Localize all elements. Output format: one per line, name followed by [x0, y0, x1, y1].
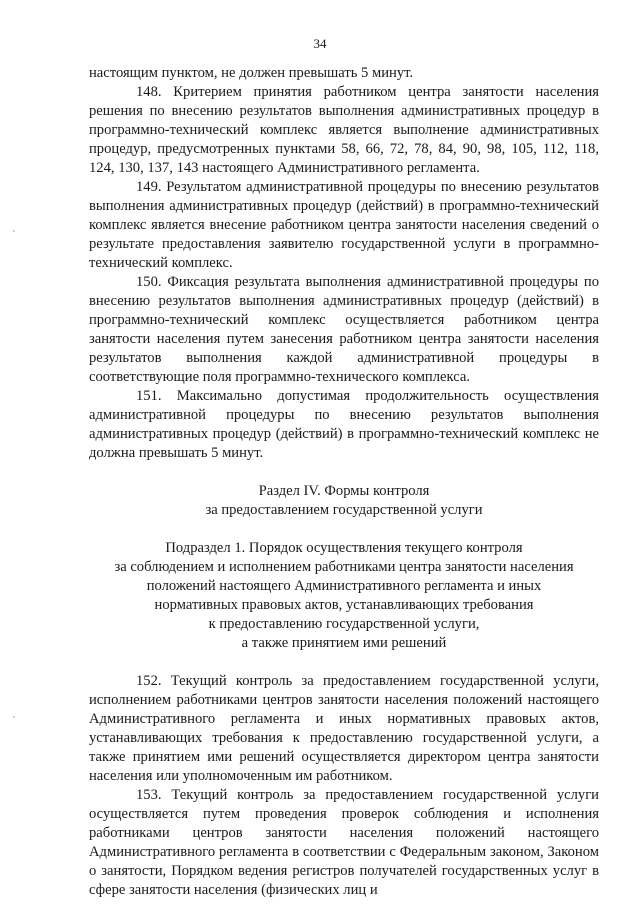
control-paragraphs	[89, 672, 599, 900]
subsection-heading-line: к предоставлению государственной услуги,	[208, 616, 480, 632]
subsection-heading	[89, 539, 599, 653]
subsection-heading-line: а также принятием ими решений	[241, 635, 447, 651]
paragraph-152: 152. Текущий контроль за предоставлением государственной услуги, исполнением работниками центров занятости населения положений настоящего Административного регламента и иных нормативных правовых актов, устанавливающих требования к предоставлению государственной услуги, а также принятием ими решений осуществляется директором центра занятости населения или уполномоченным им работником.	[89, 673, 599, 784]
paragraph-150: 150. Фиксация результата выполнения административной процедуры по внесению результатов выполнения административных процедур (действий) в программно-технический комплекс осуществляется работником центра занятости населения путем занесения работником центра занятости населения результатов выполнения каждой административной процедуры в соответствующие поля программно-технического комплекса.	[89, 274, 599, 385]
paragraph-153: 153. Текущий контроль за предоставлением государственной услуги осуществляется путем проведения проверок соблюдения и исполнения работниками центров занятости населения положений настоящего Административного регламента в соответствии с Федеральным законом, Законом о занятости, Порядком ведения регистров получателей государственных услуг в сфере занятости населения (физических лиц и	[89, 787, 599, 898]
paragraph-continuation: настоящим пунктом, не должен превышать 5 минут.	[89, 65, 414, 81]
paragraph-151: 151. Максимально допустимая продолжительность осуществления административной процедуры по внесению результатов выполнения административных процедур (действий) в программно-технический комплекс не должна превышать 5 минут.	[89, 388, 599, 461]
paragraph-148: 148. Критерием принятия работником центра занятости населения решения по внесению результатов выполнения административных процедур в программно-технический комплекс является выполнение административных процедур, предусмотренных пунктами 58, 66, 72, 78, 84, 90, 98, 105, 112, 118, 124, 130, 137, 143 настоящего Административного регламента.	[89, 84, 599, 176]
subsection-heading-line: за соблюдением и исполнением работниками центра занятости населения	[114, 559, 574, 575]
section-heading-line: Раздел IV. Формы контроля	[258, 483, 430, 499]
subsection-heading-line: Подраздел 1. Порядок осуществления текущего контроля	[165, 540, 523, 556]
paragraph-149: 149. Результатом административной процедуры по внесению результатов выполнения административных процедур (действий) в программно-технический комплекс является внесение работником центра занятости населения сведений о результате предоставления заявителю государственной услуги в программно-технический комплекс.	[89, 179, 599, 271]
page-number: 34	[313, 36, 327, 51]
document-body	[89, 64, 599, 900]
subsection-heading-line: положений настоящего Административного регламента и иных	[146, 578, 542, 594]
subsection-heading-line: нормативных правовых актов, устанавливающих требования	[154, 597, 534, 613]
section-heading	[89, 482, 599, 520]
section-heading-line: за предоставлением государственной услуги	[205, 502, 483, 518]
scan-speck	[13, 230, 15, 232]
scan-speck	[13, 716, 15, 718]
